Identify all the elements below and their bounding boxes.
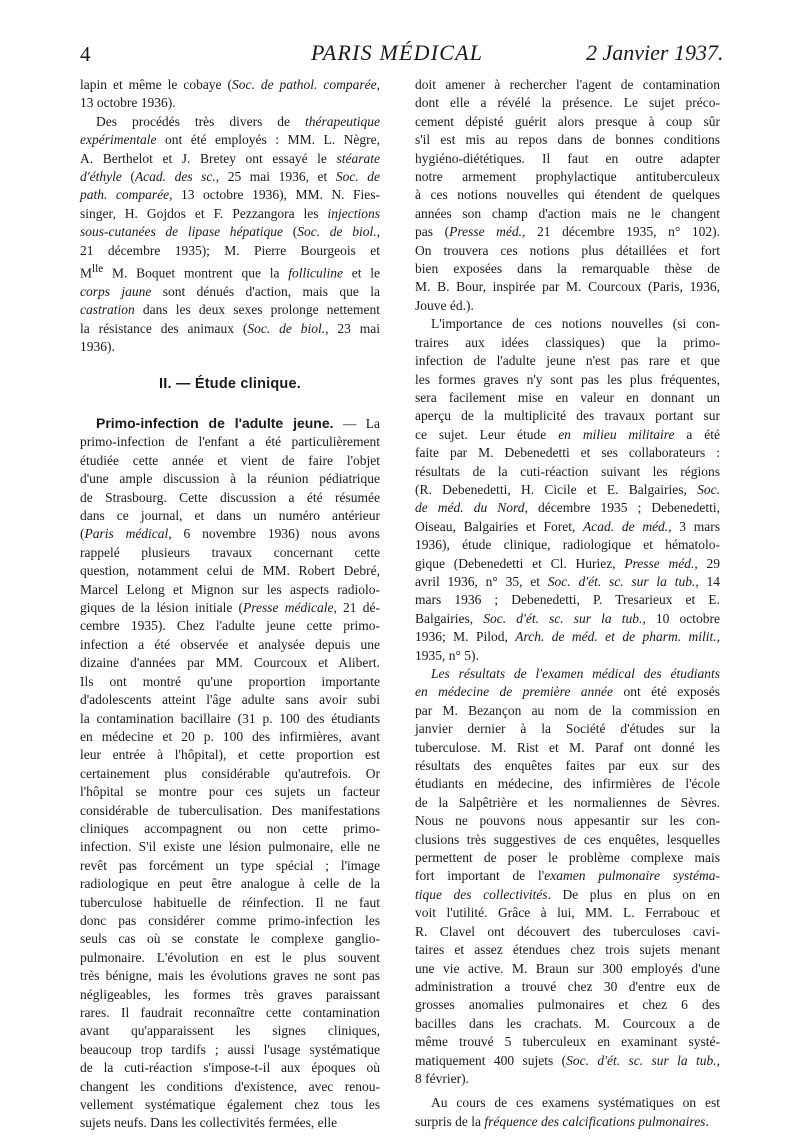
text-line: tique des collectivités. De plus en plus on en: [415, 886, 720, 902]
text-line: dizaine d'années par MM. Courcoux et Alibert.: [80, 655, 380, 671]
text-line: dans ce journal, et dans un numéro antérieur: [80, 508, 380, 524]
text-line: rares. Il faudrait reconnaître cette contamination: [80, 1005, 380, 1020]
text-line: permettent de poser le problème complexe mais: [415, 850, 720, 866]
text-line: expérimentale ont été employés : MM. L. Nègre,: [80, 132, 380, 148]
text-line: radiologique en peut être analogue à celle de la: [80, 876, 380, 892]
text-line: lapin et même le cobaye (Soc. de pathol. comparée,: [80, 77, 380, 92]
text-line: doit amener à rechercher l'agent de contamination: [415, 77, 720, 92]
text-line: A. Berthelot et J. Bretey ont essayé le stéarate: [80, 150, 380, 166]
text-line: la résistance des animaux (Soc. de biol., 23 mai: [80, 320, 380, 336]
journal-title: PARIS MÉDICAL: [311, 40, 484, 65]
text-line: seuls cas où se constate le complexe ganglio-: [80, 931, 380, 947]
text-line: gique (Debenedetti et Cl. Huriez, Presse méd., 29: [415, 555, 721, 571]
paragraph-primo-infection: [80, 414, 380, 1133]
text-line: Nous ne pouvons nous appesantir sur les con-: [415, 813, 720, 829]
text-line: grosses anomalies pulmonaires et chez 6 des: [415, 997, 720, 1013]
paragraph-subheading: Primo-infection de l'adulte jeune.: [96, 415, 334, 431]
text-line: giques de la lésion initiale (Presse médicale, 21 dé-: [80, 600, 381, 616]
left-column: [80, 76, 380, 1133]
text-line: pas (Presse méd., 21 décembre 1935, n° 102).: [415, 224, 720, 240]
text-line: certainement plus considérable qu'autrefois. Or: [80, 765, 380, 781]
text-line: castration dans les deux sexes prolonge nettement: [80, 302, 380, 318]
text-line: en médecine et 20 p. 100 des infirmières, avant: [80, 728, 380, 744]
text-line: voit l'utilité. Grâce à lui, MM. L. Ferrabouc et: [415, 905, 720, 921]
text-line: Les résultats de l'examen médical des étudiants: [431, 666, 720, 681]
text-line: question, notamment celui de MM. Robert Debré,: [80, 563, 380, 579]
text-line: une vie active. M. Braun sur 300 employés d'une: [415, 960, 720, 976]
text-line: avril 1936, n° 35, et Soc. d'ét. sc. sur la tub., 14: [415, 573, 720, 589]
text-line: changent les conditions d'existence, avec renou-: [80, 1078, 380, 1094]
right-column: [415, 76, 720, 1131]
text-line: surpris de la fréquence des calcifications pulmonaires.: [415, 1113, 709, 1129]
text-line: d'éthyle (Acad. des sc., 25 mai 1936, et Soc. de: [80, 169, 380, 185]
text-line: matiquement 400 sujets (Soc. d'ét. sc. sur la tub.,: [415, 1052, 720, 1068]
text-line: 1936), étude clinique, radiologique et hématolo-: [415, 537, 720, 553]
text-line: infection. S'il existe une lésion pulmonaire, elle ne: [80, 839, 380, 855]
text-line: Ils ont montré qu'une proportion importante: [80, 673, 380, 689]
text-line: (Paris médical, 6 novembre 1936) nous avons: [80, 526, 380, 542]
text-line: 13 octobre 1936).: [80, 95, 176, 111]
text-line: considérable de tuberculisation. Des manifestations: [80, 802, 380, 818]
text-line: leur entrée à l'hôpital), et cette proportion est: [80, 747, 380, 763]
text-line: administration a trouvé chez 30 d'entre eux de: [415, 978, 720, 994]
text-line: tuberculose habituelle de réinfection. Il ne faut: [80, 894, 380, 910]
text-line: ce sujet. Leur étude en milieu militaire a été: [415, 426, 721, 442]
text-line: 1935, n° 5).: [415, 647, 479, 663]
text-line: infection a été observée et analysée depuis une: [80, 636, 380, 652]
text-line: Des procédés très divers de thérapeutique: [96, 113, 380, 129]
text-line: fort important de l'examen pulmonaire systéma-: [415, 868, 720, 884]
text-line: infection de l'adulte jeune n'est pas rare et que: [415, 353, 720, 369]
text-line: faite par M. Debenedetti et ses collaborateurs :: [415, 445, 720, 461]
text-line: de la cuti-réaction s'impose-t-il aux époques où: [80, 1060, 380, 1076]
text-line: Primo-infection de l'adulte jeune. — La: [96, 415, 380, 431]
text-line: les formes graves n'y sont pas les plus fréquentes,: [415, 371, 720, 387]
paragraph: [415, 76, 720, 315]
text-line: négligeables, les formes très graves paraissant: [80, 986, 380, 1002]
text-line: bien exposées dans la remarquable thèse de: [415, 261, 720, 277]
text-line: dont elle a révélé la présence. Le sujet préco-: [415, 95, 720, 111]
text-line: $M^{lle}$ M. Boquet montrent que la folliculine et le: [80, 263, 380, 281]
text-line: L'importance de ces notions nouvelles (si con-: [431, 316, 720, 332]
text-line: traires aux idées classiques) que la primo-: [415, 334, 720, 350]
text-line: sujets neufs. Dans les collectivités fermées, elle: [80, 1115, 338, 1131]
text-line: l'hôpital se montre pour ces sujets un facteur: [80, 784, 380, 800]
text-line: sera facilement mise en valeur en donnant un: [415, 389, 720, 405]
text-line: résultats de la cuti-réaction suivant les régions: [415, 463, 720, 479]
paragraph: [415, 665, 720, 1088]
text-line: années son champ d'action mais ne le changent: [415, 205, 720, 221]
text-line: de Strasbourg. Cette discussion a été résumée: [80, 489, 380, 505]
text-line: sous-cutanées de lipase hépatique (Soc. de biol.,: [80, 224, 380, 240]
text-line: singer, H. Gojdos et F. Pezzangora les injections: [80, 205, 380, 221]
text-line: janvier dernier à la Société d'études sur la: [415, 721, 720, 737]
text-line: cembre 1935). Chez l'adulte jeune cette primo-: [80, 618, 380, 634]
text-line: pulmonaire. L'évolution en est le plus souvent: [80, 949, 380, 965]
text-line: d'une ample discussion à la réunion pédiatrique: [80, 471, 380, 487]
text-line: notre armement prophylactique antituberculeux: [415, 169, 720, 185]
text-line: 21 décembre 1935); M. Pierre Bourgeois et: [80, 242, 380, 258]
text-line: donc pas considérer comme primo-infection les: [80, 912, 380, 928]
text-line: cement dépisté guérit alors presque à coup sûr: [415, 113, 720, 129]
text-line: (R. Debenedetti, H. Cicile et E. Balgairies, Soc.: [415, 481, 720, 497]
text-line: path. comparée, 13 octobre 1936), MM. N. Fies-: [80, 187, 381, 203]
text-line: 1936).: [80, 339, 115, 355]
text-line: à ces notions nouvelles qui étendent de quelques: [415, 187, 720, 203]
text-line: cliniques accompagnent ou non cette primo-: [80, 820, 380, 836]
paragraph: [80, 76, 380, 113]
text-line: hygiéno-diététiques. Il faut en outre adapter: [415, 150, 720, 166]
text-line: avant qu'apparaissent les signes cliniques,: [80, 1023, 380, 1039]
text-line: On trouvera ces notions plus détaillées et fort: [415, 242, 720, 258]
text-line: Au cours de ces examens systématiques on est: [431, 1095, 720, 1111]
text-line: tuberculose. M. Rist et M. Paraf ont donné les: [415, 739, 720, 755]
text-line: R. Clavel ont découvert des tuberculoses cavi-: [415, 923, 720, 939]
text-line: 1936; M. Pilod, Arch. de méd. et de pharm. milit.,: [415, 629, 721, 645]
text-line: Balgairies, Soc. d'ét. sc. sur la tub., 10 octobre: [415, 610, 720, 626]
text-line: vellement systématique également chez tous les: [80, 1097, 380, 1113]
text-line: d'adolescents atteint l'âge adulte sans avoir subi: [80, 692, 380, 708]
text-line: en médecine de première année ont été exposés: [415, 684, 720, 700]
text-line: la contamination bacillaire (31 p. 100 des étudiants: [80, 710, 380, 726]
text-line: primo-infection de l'enfant a été particulièrement: [80, 434, 380, 450]
text-line: très bénigne, mais les évolutions graves ne sont pas: [80, 968, 380, 984]
section-heading: II. — Étude clinique.: [159, 375, 301, 392]
text-line: de la Salpêtrière et les normaliennes de Sèvres.: [415, 794, 720, 810]
text-line: Jouve éd.).: [415, 297, 474, 313]
text-line: même trouvé 5 tuberculeux en examinant systé-: [415, 1034, 720, 1050]
text-line: 8 février).: [415, 1070, 469, 1086]
text-line: aperçu de la multiplicité des travaux portant sur: [415, 408, 720, 424]
issue-date: 2 Janvier 1937.: [586, 40, 724, 65]
text-line: bacilles dans les crachats. M. Courcoux a de: [415, 1015, 720, 1031]
text-line: rappelé plusieurs travaux concernant cette: [80, 544, 380, 560]
text-line: par M. Bezançon au nom de la commission en: [415, 702, 720, 718]
paragraph: [80, 113, 380, 357]
text-line: taires et assez étendues chez trois sujets menant: [415, 942, 720, 958]
text-line: s'il est mis au repos dans de bonnes conditions: [415, 132, 720, 148]
text-line: de méd. du Nord, décembre 1935 ; Debenedetti,: [415, 500, 720, 516]
paragraph: [415, 1094, 720, 1131]
text-line: beaucoup trop tardifs ; aussi l'usage systématique: [80, 1041, 380, 1057]
text-line: Oiseau, Balgairies et Foret, Acad. de méd., 3 mars: [415, 518, 720, 534]
text-line: M. B. Bour, inspirée par M. Courcoux (Paris, 1936,: [415, 279, 720, 295]
text-line: étudiants en médecine, des infirmières de l'école: [415, 776, 720, 792]
text-line: résultats des enquêtes faites par eux sur des: [415, 758, 720, 774]
paragraph: [415, 315, 720, 665]
text-line: mars 1936 ; Debenedetti, P. Tresarieux et E.: [415, 592, 720, 608]
text-line: étudiée cette année et vient de faire l'objet: [80, 452, 380, 468]
text-line: clusions très suggestives de ces enquêtes, lesquelles: [415, 831, 720, 847]
text-line: corps jaune sont dénués d'action, mais que la: [80, 283, 380, 299]
page-number: 4: [80, 42, 91, 66]
text-line: revêt pas forcément un type spécial ; l'image: [80, 857, 380, 873]
text-line: Marcel Lelong et Mignon sur les aspects radiolo-: [80, 581, 380, 597]
